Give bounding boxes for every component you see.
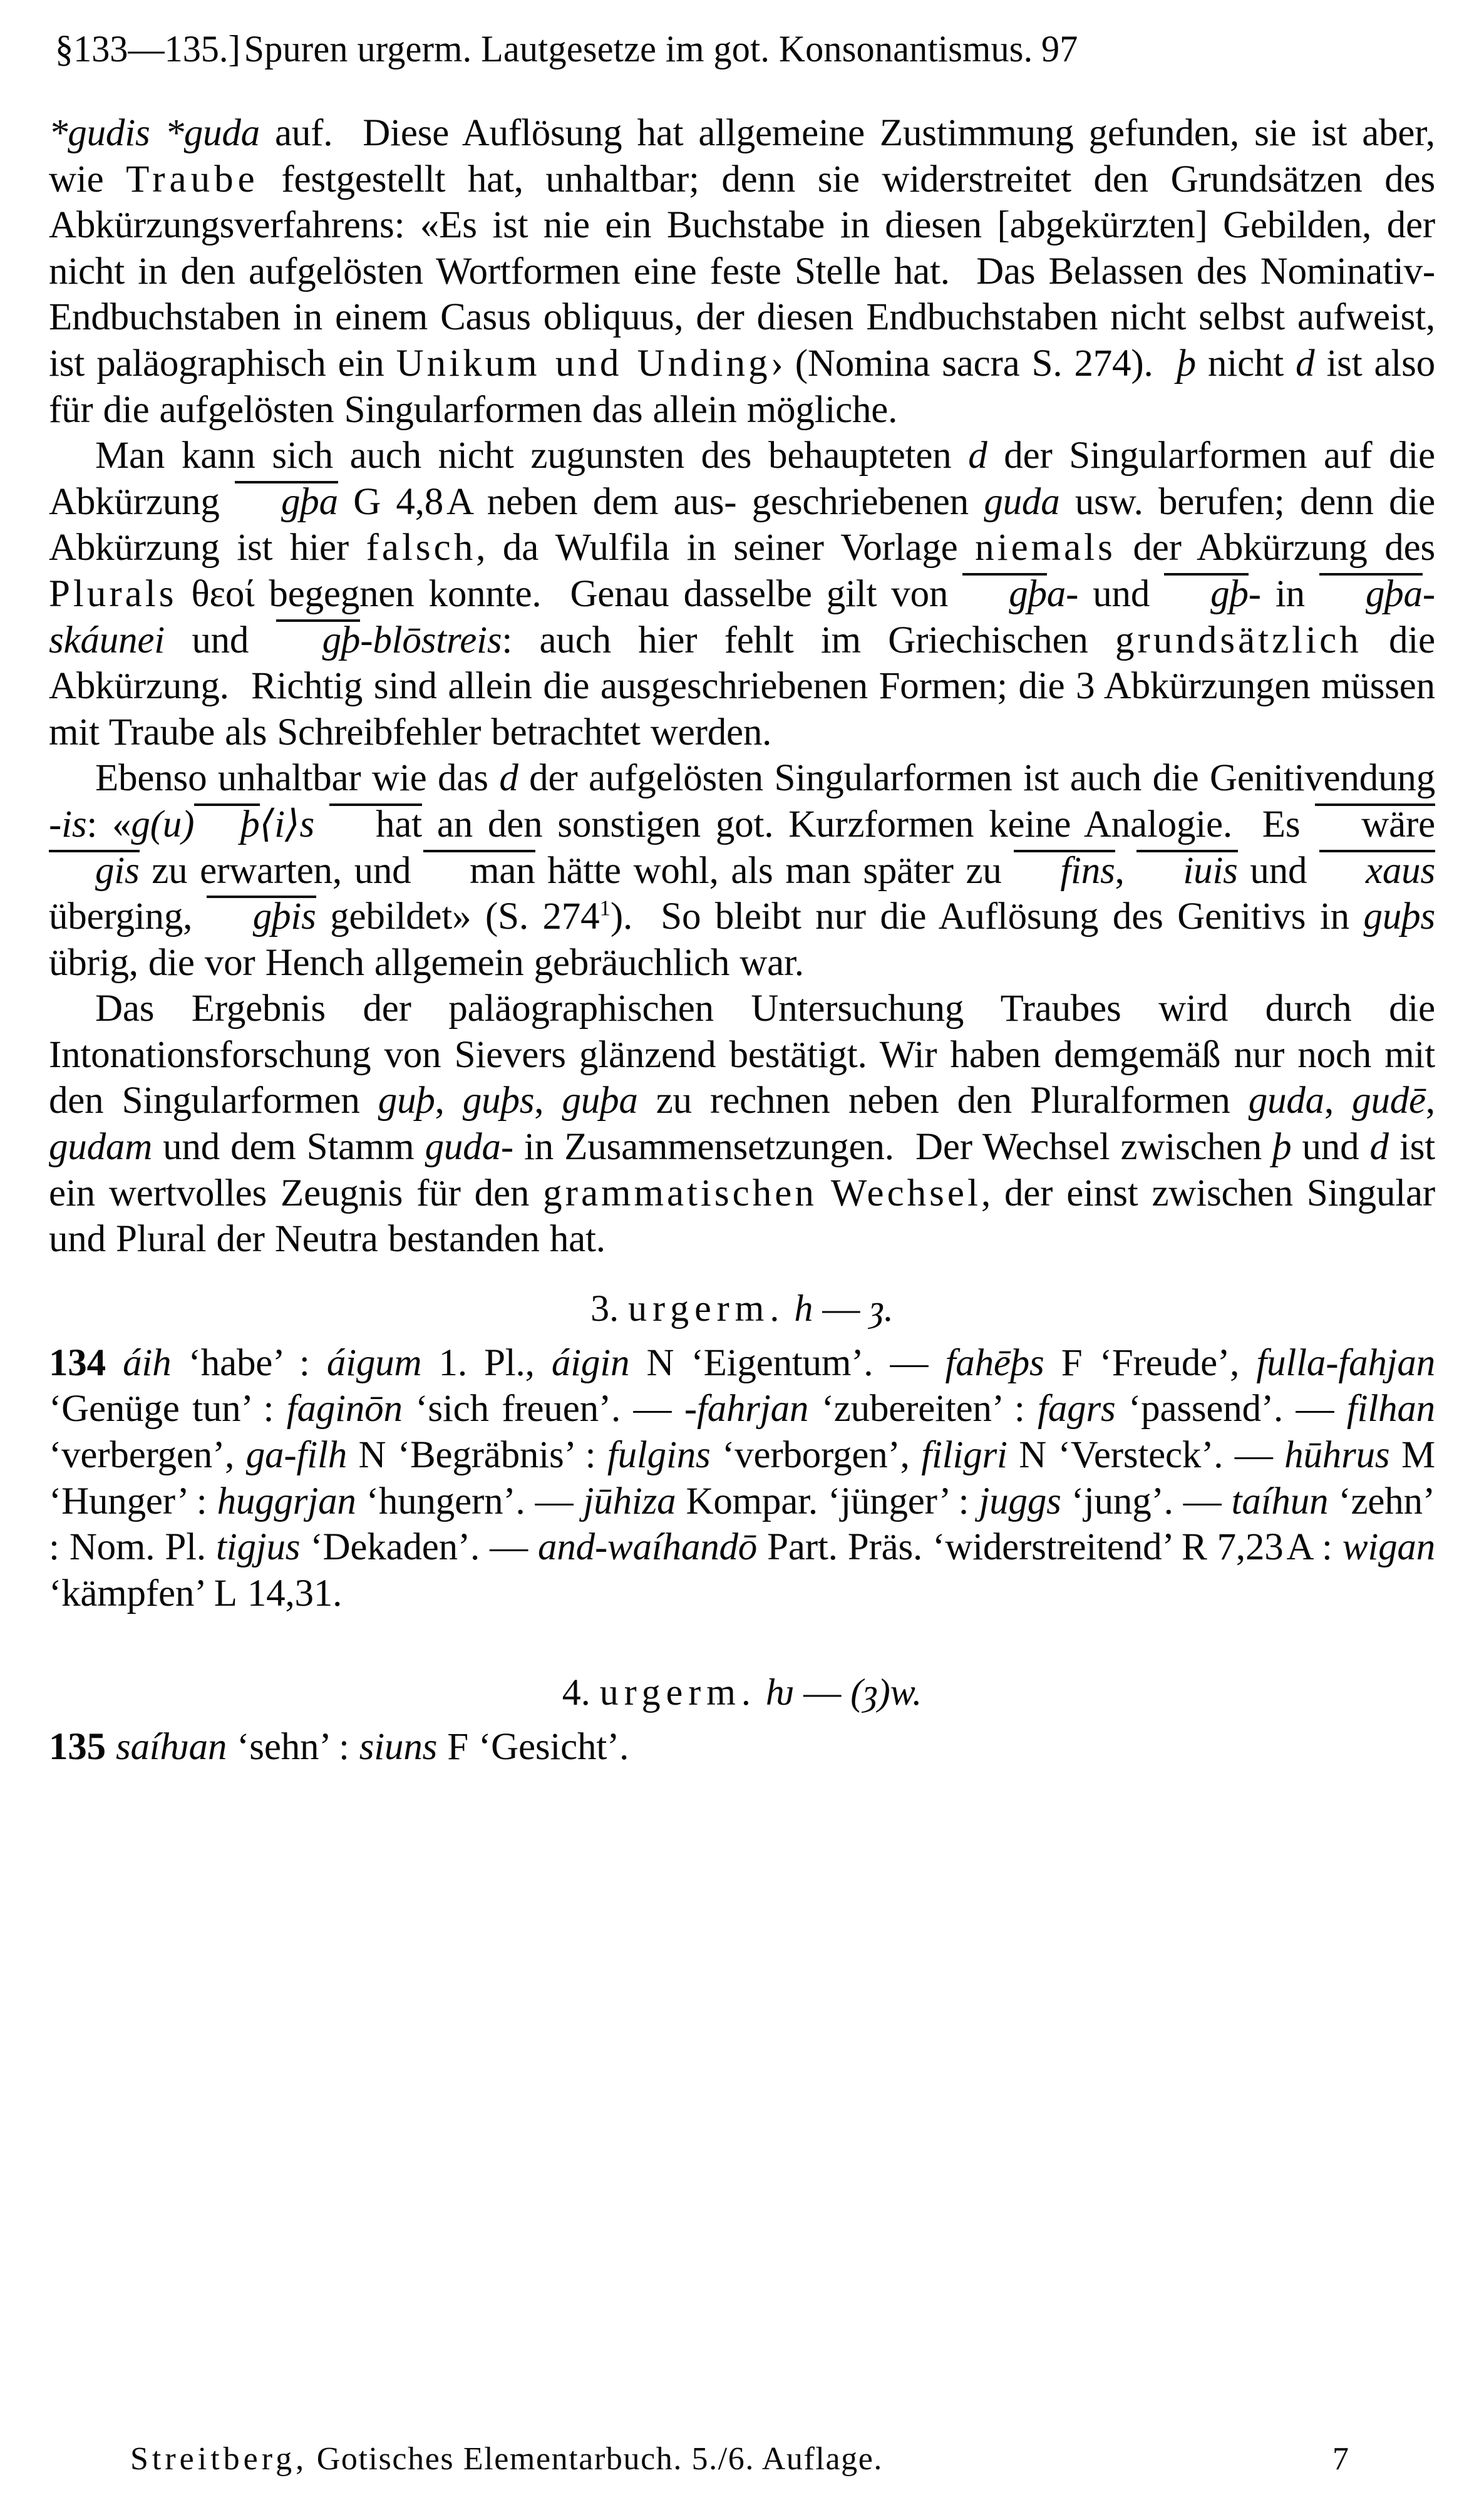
paragraph-ergebnis: Das Ergebnis der paläographischen Untersuchung Traubes wird durch die Intonationsforschung von Sievers glänzend bestätigt. Wir haben demgemäß nur noch mit den Singularformen guþ, guþs, guþa zu rechnen neben den Pluralformen guda, gudē, gudam und dem Stamm guda- in Zusammensetzungen. Der Wechsel zwischen þ und d ist ein wertvolles Zeugnis für den grammatischen Wechsel, der einst zwischen Singular und Plural der Neutra bestanden hat. bbox=[49, 988, 1435, 1261]
paragraph-gudis: *gudis *guda auf. Diese Auflösung hat allgemeine Zustimmung gefunden, sie ist aber, wie Traube festgestellt hat, unhaltbar; denn sie widerstreitet den Grundsätzen des Abkürzungsverfahrens: «Es ist nie ein Buchstabe in diesen [abgekürzten] Gebilden, der nicht in den aufgelösten Wortformen eine feste Stelle hat. Das Belassen des Nominativ-Endbuchstaben in einem Casus obliquus, der diesen Endbuchstaben nicht selbst aufweist, ist paläographisch ein Unikum und Unding› (Nomina sacra S. 274). þ nicht d ist also für die aufgelösten Singularformen das allein mögliche. bbox=[49, 112, 1435, 431]
paragraph-man-kann: Man kann sich auch nicht zugunsten des behaupteten d der Singularformen auf die Abkürzung gþa G 4,8 A neben dem aus- geschriebenen guda usw. berufen; denn die Abkürzung ist hier falsch, da Wulfila in seiner Vorlage niemals der Abkürzung des Plurals θεοί begegnen konnte. Genau dasselbe gilt von gþa- und gþ- in gþa-skáunei und gþ-blōstreis: auch hier fehlt im Griechischen grundsätzlich die Abkürzung. Richtig sind allein die ausgeschriebenen Formen; die 3 Abkürzungen müssen mit Traube als Schreibfehler betrachtet werden. bbox=[49, 435, 1435, 753]
paragraph-ebenso: Ebenso unhaltbar wie das d der aufgelösten Singularformen ist auch die Genitivendung -is: «g(u) þ⟨i⟩s hat an den sonstigen got. Kurzformen keine Analogie. Es wäre gis zu erwarten, und man hätte wohl, als man später zu fins, iuis und xaus überging, gþis gebildet» (S. $274^1$). So bleibt nur die Auflösung des Genitivs in guþs übrig, die vor Hench allgemein gebräuchlich war. bbox=[49, 757, 1436, 984]
entry-135: 135 saíƕan ‘sehn’ : siuns F ‘Gesicht’. bbox=[49, 1726, 629, 1769]
text-body bbox=[49, 110, 1435, 1770]
section-4-number: 4. bbox=[562, 1671, 590, 1713]
running-head-title: Spuren urgerm. Lautgesetze im got. Konsonantismus. bbox=[244, 28, 1033, 70]
section-3-formula-right: ȝ. bbox=[869, 1287, 894, 1329]
section-3-number: 3. bbox=[590, 1287, 619, 1329]
section-4-formula-right: (ȝ)w. bbox=[850, 1671, 922, 1713]
running-head bbox=[55, 26, 1391, 71]
section-heading-3 bbox=[49, 1281, 1435, 1335]
entry-134: 134 áih ‘habe’ : áigum 1. Pl., áigin N ‘Eigentum’. — fahēþs F ‘Freude’, fulla-fahjan ‘Genüge tun’ : faginōn ‘sich freuen’. — -fahrjan ‘zubereiten’ : fagrs ‘passend’. — filhan ‘verbergen’, ga-filh N ‘Begräbnis’ : fulgins ‘verborgen’, filigri N ‘Versteck’. — hūhrus M ‘Hunger’ : huggrjan ‘hungern’. — jūhiza Kompar. ‘jünger’ : juggs ‘jung’. — taíhun ‘zehn’ : Nom. Pl. tigjus ‘Dekaden’. — and-waíhandō Part. Präs. ‘widerstreitend’ R 7,23 A : wigan ‘kämpfen’ L 14,31. bbox=[49, 1341, 1436, 1614]
entry-135-number: 135 bbox=[49, 1726, 106, 1769]
section-4-dash: — bbox=[803, 1671, 842, 1713]
footer-sheet-number: 7 bbox=[1332, 2441, 1349, 2477]
running-head-section-range: §133—135.] bbox=[55, 28, 240, 70]
footer-signature-rest: Gotisches Elementarbuch. 5./6. Auflage. bbox=[316, 2441, 884, 2477]
section-heading-4 bbox=[49, 1665, 1435, 1719]
section-3-label: urgerm. bbox=[628, 1287, 785, 1329]
footer-signature-author: Streitberg, bbox=[130, 2441, 308, 2477]
running-head-page-number: 97 bbox=[1041, 28, 1078, 70]
footer-signature bbox=[130, 2439, 883, 2480]
entry-134-number: 134 bbox=[49, 1341, 106, 1384]
section-3-dash: — bbox=[822, 1287, 860, 1329]
section-3-formula-left: h bbox=[794, 1287, 813, 1329]
page-footer bbox=[0, 2439, 1484, 2482]
section-4-label: urgerm. bbox=[599, 1671, 756, 1713]
section-4-formula-left: ƕ bbox=[765, 1671, 795, 1713]
